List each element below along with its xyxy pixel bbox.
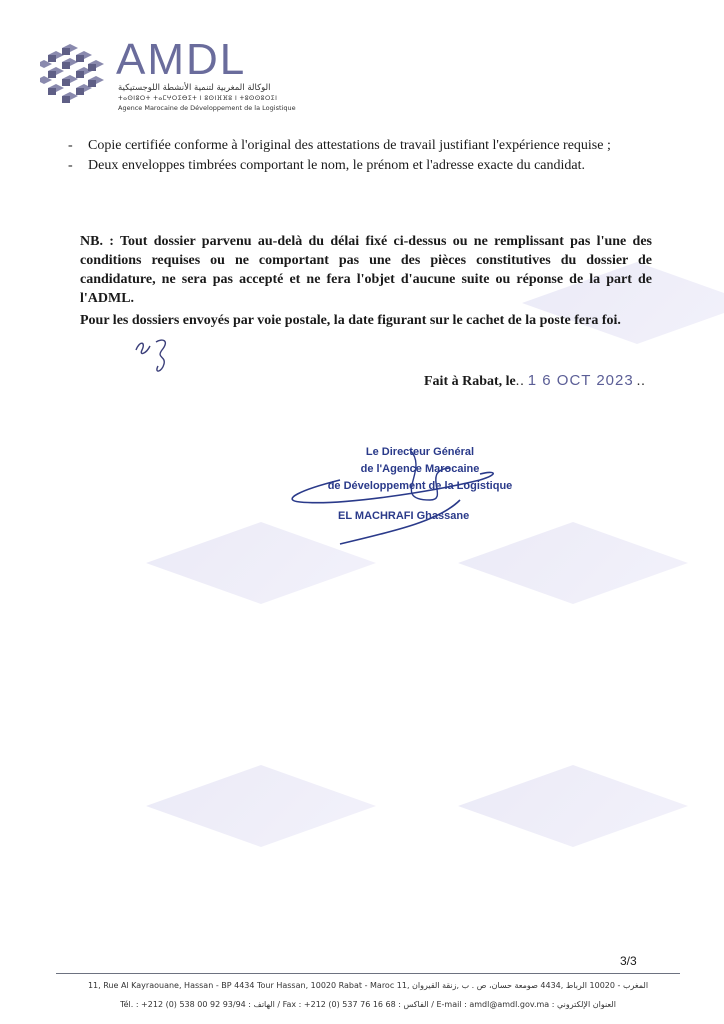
stamp-signatory-name: EL MACHRAFI Ghassane <box>338 510 470 522</box>
date-dots-before: .. <box>515 374 525 389</box>
watermark-diamond <box>146 765 376 847</box>
footer-address: 11, Rue Al Kayraouane, Hassan - BP 4434 Tour Hassan, 10020 Rabat - Maroc المغرب - 10020 الرباط ,4434 صومعة حسان، ص . ب ,زنقة القيروان ,11 <box>87 981 649 990</box>
page-number: 3/3 <box>620 954 637 968</box>
date-stamp: 1 6 OCT 2023 <box>527 372 634 389</box>
amdl-logo <box>40 35 300 115</box>
date-dots-after: .. <box>636 374 646 389</box>
list-item-text: Copie certifiée conforme à l'original des attestations de travail justifiant l'expérience requise ; <box>88 138 611 153</box>
list-item-text: Deux enveloppes timbrées comportant le nom, le prénom et l'adresse exacte du candidat. <box>88 158 586 173</box>
list-item: - Deux enveloppes timbrées comportant le nom, le prénom et l'adresse exacte du candidat. <box>68 158 586 173</box>
required-documents-list <box>68 136 650 176</box>
footer-divider <box>56 973 680 974</box>
logo-wordmark: AMDL <box>116 35 247 84</box>
cubes-logo-icon <box>40 42 110 112</box>
logo-tifinagh-name: ⵜⴰⵙⵏⵓⵔⵜ ⵜⴰⵎⵖⵔⵉⴱⵉⵜ ⵏ ⵓⵙⵏⴼⴼⵓ ⵏ ⵜⵓⵙⵙⵓⵔⵉⵏ <box>118 95 278 102</box>
footer-contacts: Tél. : +212 (0) 538 00 92 93/94 : الهاتف / Fax : +212 (0) 537 76 16 68 : الفاكس / E-mail : amdl@amdl.gov.ma : العنوان الإلكتروني <box>120 1000 616 1009</box>
list-item: - Copie certifiée conforme à l'original des attestations de travail justifiant l'expérience requise ; <box>68 138 611 153</box>
initials-scribble-icon <box>132 336 184 378</box>
logo-french-name: Agence Marocaine de Développement de la Logistique <box>118 104 296 112</box>
logo-arabic-name: الوكالة المغربية لتنمية الأنشطة اللوجستيكية <box>118 83 271 93</box>
place-label: Fait à Rabat, le <box>424 374 516 389</box>
stamp-line: de l'Agence Marocaine <box>360 463 480 475</box>
director-stamp <box>300 444 540 495</box>
place-date-line <box>424 372 646 390</box>
nb-paragraph: NB. : Tout dossier parvenu au-delà du délai fixé ci-dessus ou ne remplissant pas l'une des conditions requises ou ne comportant pas une des pièces constitutives du dossier de candidature, ne sera pas accepté et ne fera l'objet d'aucune suite ou réponse de la part de l'ADML. <box>80 234 652 306</box>
stamp-line: Le Directeur Général <box>365 446 475 458</box>
postal-paragraph: Pour les dossiers envoyés par voie postale, la date figurant sur le cachet de la poste fera foi. <box>80 313 621 328</box>
stamp-line: de Développement de la Logistique <box>327 480 513 492</box>
watermark-diamond <box>458 765 688 847</box>
